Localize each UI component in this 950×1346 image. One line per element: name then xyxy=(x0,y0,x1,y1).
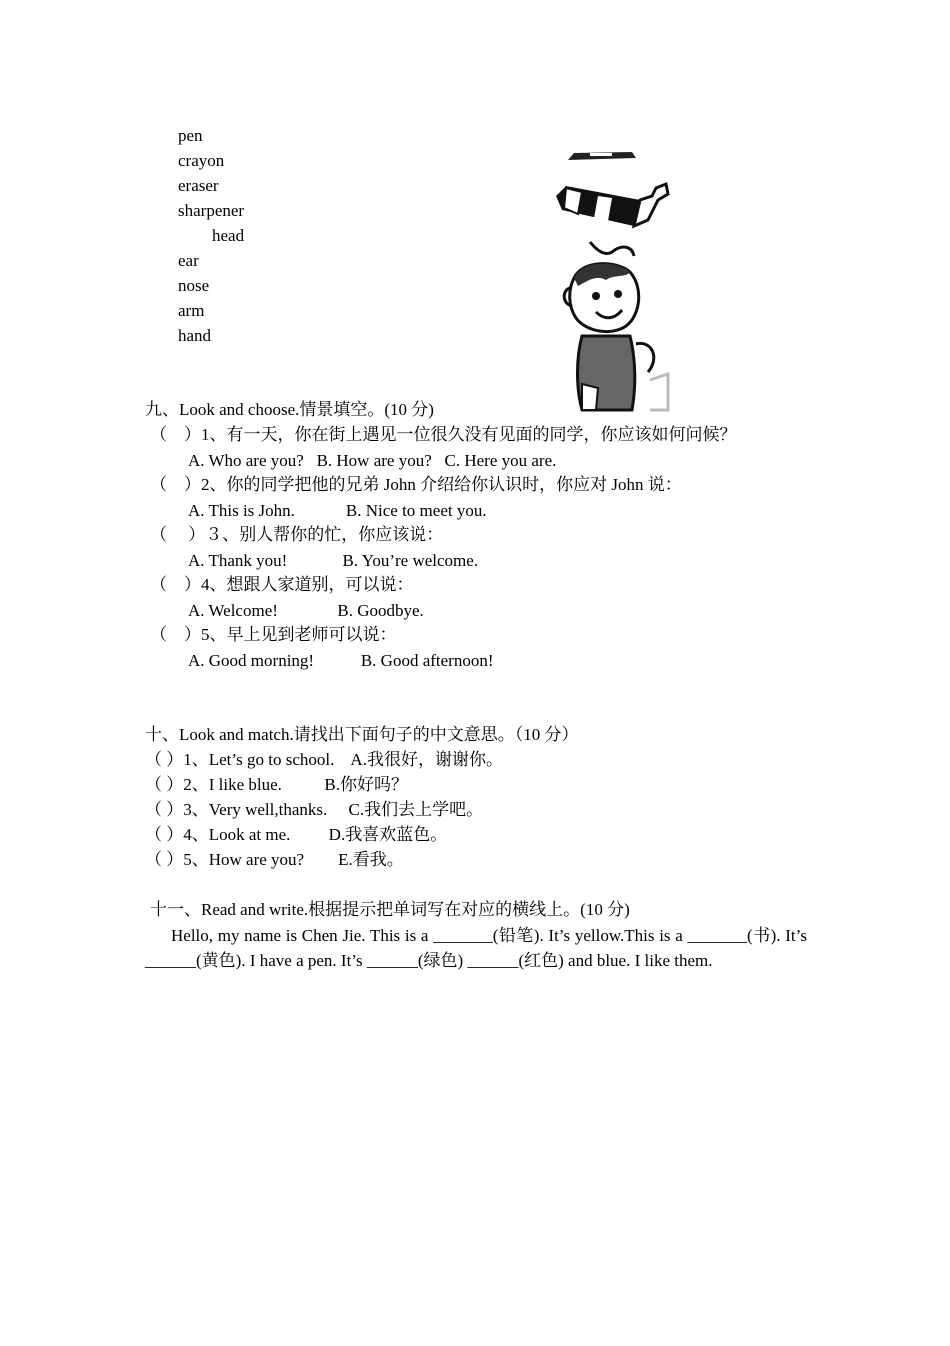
word-item: pen xyxy=(178,126,203,145)
section9-title: 九、Look and choose.情景填空。(10 分) xyxy=(145,400,434,419)
question-stem: （ ）３、别人帮你的忙，你应该说： xyxy=(150,525,444,544)
match-item: （ ）3、Very well,thanks. C.我们去上学吧。 xyxy=(145,800,484,819)
question-stem: （ ）2、你的同学把他的兄弟 John 介绍给你认识时，你应对 John 说： xyxy=(150,475,682,494)
question-options: A. Good morning! B. Good afternoon! xyxy=(188,651,494,670)
word-item: head xyxy=(212,226,245,245)
section11-title: 十一、Read and write.根据提示把单词写在对应的横线上。(10 分) xyxy=(150,900,630,919)
match-item: （ ）2、I like blue. B.你好吗？ xyxy=(145,775,409,794)
stationery-and-boy-illustration xyxy=(552,148,672,418)
question-options: A. Who are you? B. How are you? C. Here you are. xyxy=(188,451,557,470)
question-stem: （ ）5、早上见到老师可以说： xyxy=(150,625,397,644)
word-item: ear xyxy=(178,251,199,270)
word-item: nose xyxy=(178,276,210,295)
question-options: A. Thank you! B. You’re welcome. xyxy=(188,551,479,570)
word-item: eraser xyxy=(178,176,219,195)
word-item: sharpener xyxy=(178,201,245,220)
question-stem: （ ）4、想跟人家道别，可以说： xyxy=(150,575,414,594)
match-item: （ ）4、Look at me. D.我喜欢蓝色。 xyxy=(145,825,448,844)
word-item: arm xyxy=(178,301,205,320)
section11-paragraph: Hello, my name is Chen Jie. This is a _______(铅笔). It’s yellow.This is a _______(书). It’s ______(黄色). I have a pen. It’s ______(绿色) ______(红色) and blue. I like them. xyxy=(145,926,807,970)
question-stem: （ ）1、有一天，你在街上遇见一位很久没有见面的同学，你应该如何问候？ xyxy=(150,425,737,444)
question-options: A. This is John. B. Nice to meet you. xyxy=(188,501,487,520)
section10-title: 十、Look and match.请找出下面句子的中文意思。（10 分） xyxy=(145,725,579,744)
match-item: （ ）1、Let’s go to school. A.我很好，谢谢你。 xyxy=(145,750,503,769)
question-options: A. Welcome! B. Goodbye. xyxy=(188,601,424,620)
boy-illustration xyxy=(564,264,668,410)
crayon-illustration xyxy=(556,184,668,226)
match-item: （ ）5、How are you? E.看我。 xyxy=(145,850,404,869)
pen-illustration xyxy=(568,152,636,160)
eraser-illustration xyxy=(590,242,634,256)
word-item: hand xyxy=(178,326,212,345)
word-item: crayon xyxy=(178,151,225,170)
